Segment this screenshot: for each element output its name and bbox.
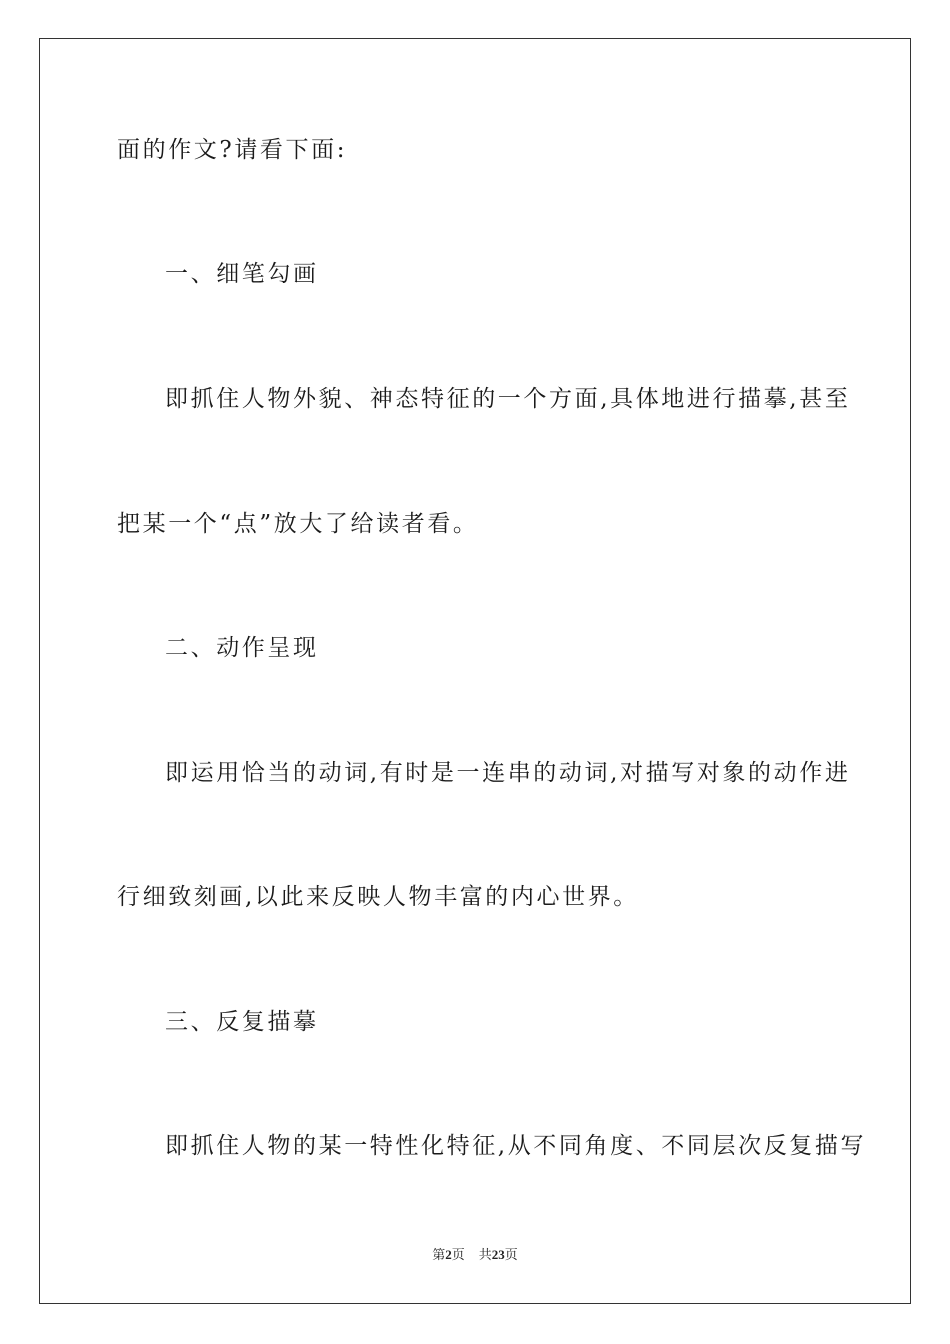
section-heading: 一、细笔勾画 <box>165 261 319 287</box>
total-prefix: 共 <box>478 1247 492 1262</box>
section-heading: 三、反复描摹 <box>165 1009 319 1035</box>
page-number: 2 <box>445 1247 452 1262</box>
section-heading: 二、动作呈现 <box>165 635 319 661</box>
page-suffix: 页 <box>451 1247 465 1262</box>
body-text-line: 即运用恰当的动词,有时是一连串的动词,对描写对象的动作进 <box>165 760 851 786</box>
body-text-line: 行细致刻画,以此来反映人物丰富的内心世界。 <box>117 884 639 910</box>
total-pages: 23 <box>491 1247 505 1262</box>
body-text-line: 即抓住人物外貌、神态特征的一个方面,具体地进行描摹,甚至 <box>165 386 851 412</box>
body-text-line: 把某一个“点”放大了给读者看。 <box>117 511 479 537</box>
page-footer <box>0 1244 950 1263</box>
body-text-line: 面的作文?请看下面: <box>117 137 348 163</box>
body-text-line: 即抓住人物的某一特性化特征,从不同角度、不同层次反复描写 <box>165 1133 867 1159</box>
page-prefix: 第 <box>432 1247 446 1262</box>
total-suffix: 页 <box>504 1247 518 1262</box>
page-border <box>39 38 911 1304</box>
